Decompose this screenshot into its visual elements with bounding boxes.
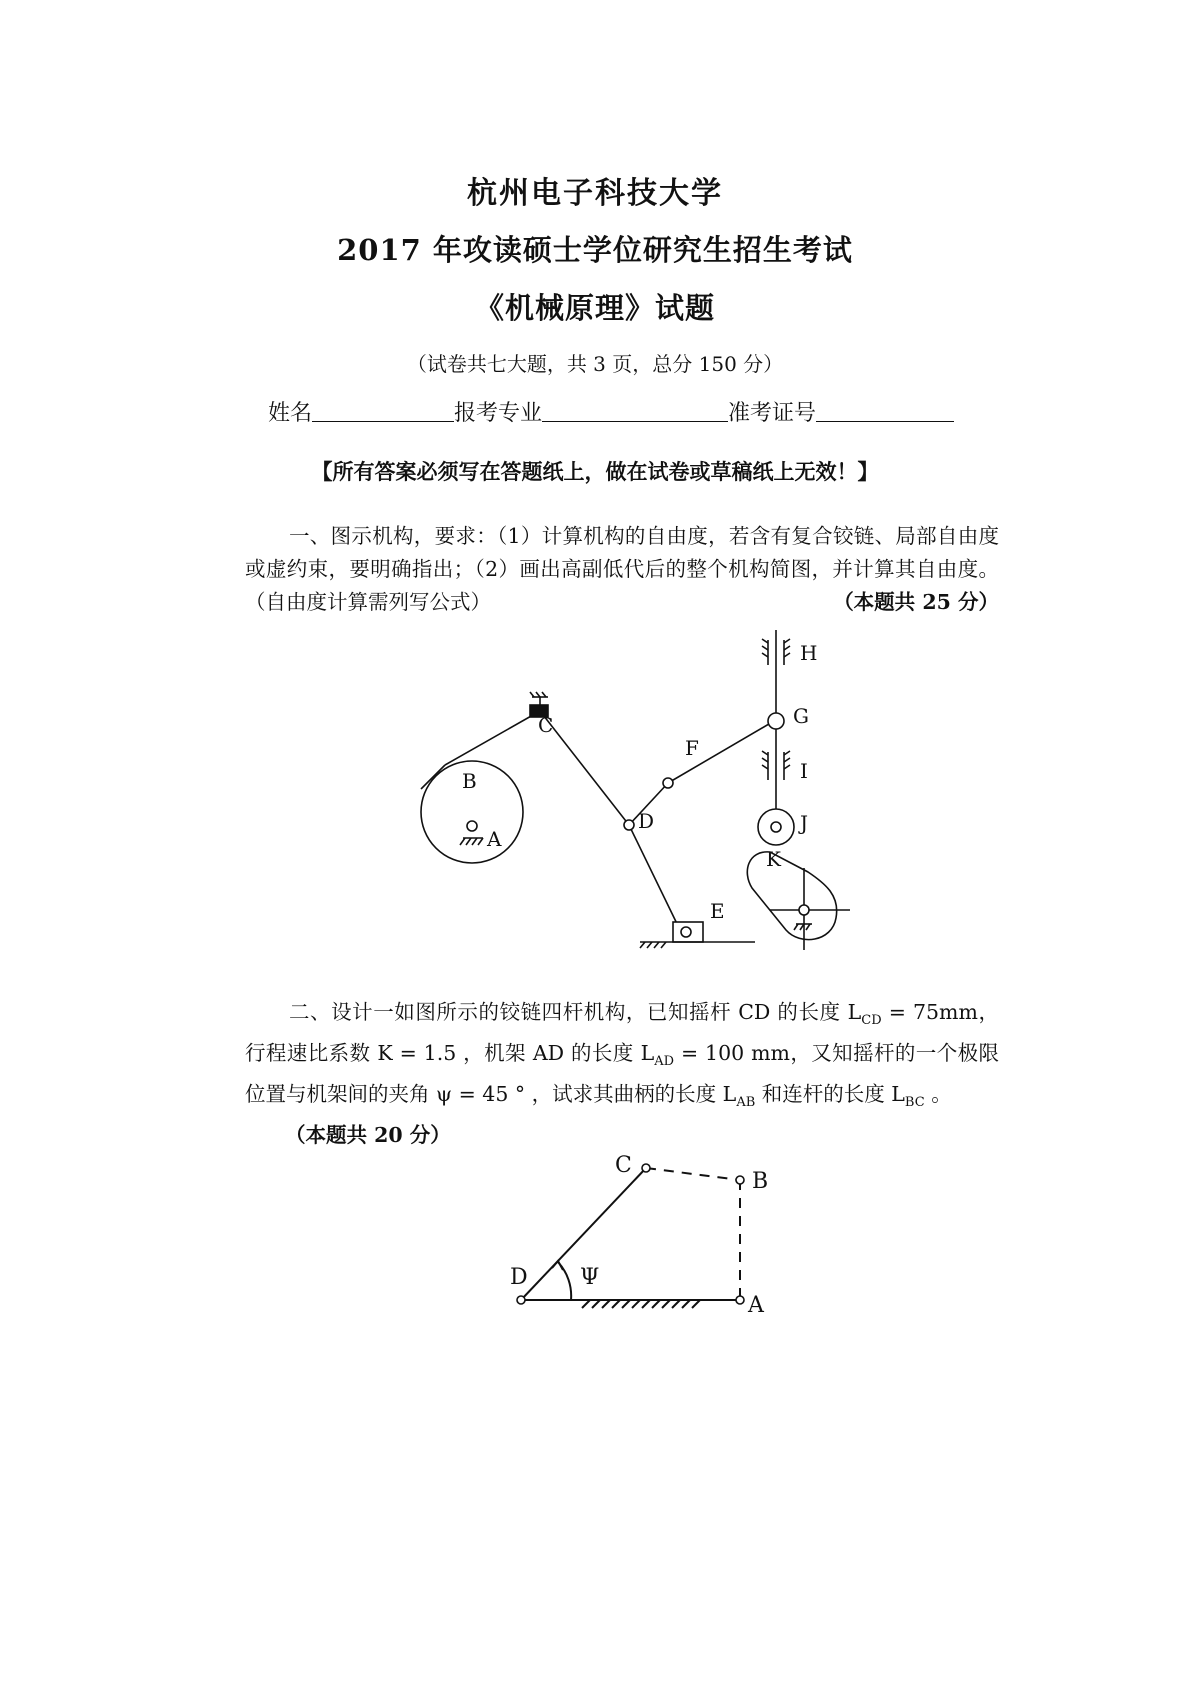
- joint-d2: [517, 1296, 525, 1304]
- major-label: 报考专业: [454, 401, 543, 426]
- label-d: D: [638, 809, 655, 833]
- link-de: [629, 825, 681, 932]
- label-k: K: [766, 847, 781, 871]
- label-d2: D: [510, 1265, 528, 1290]
- q2-score: （本题共 20 分）: [285, 1123, 451, 1148]
- q2-text: [245, 996, 999, 1119]
- label-c: C: [538, 713, 554, 737]
- q1-text: 一、图示机构，要求：（1）计算机构的自由度，若含有复合铰链、局部自由度或虚约束，要明确指出；（2）画出高副低代后的整个机构简图，并计算其自由度。（自由度计算需列写公式）: [245, 524, 999, 614]
- exam-note: （试卷共七大题，共 3 页，总分 150 分）: [406, 352, 784, 376]
- four-bar-figure: [521, 1168, 740, 1308]
- id-label: 准考证号: [728, 401, 817, 426]
- coupler-cb: [646, 1168, 740, 1180]
- joint-d: [624, 820, 634, 830]
- q2-text-1: 二、设计一如图所示的铰链四杆机构，已知摇杆 CD 的长度 L: [289, 1000, 862, 1024]
- link-fg: [668, 721, 774, 783]
- pivot-a: [467, 821, 477, 831]
- answer-warning: 【所有答案必须写在答题纸上，做在试卷或草稿纸上无效！】: [311, 459, 879, 484]
- joint-c2: [642, 1164, 650, 1172]
- joint-g: [768, 713, 784, 729]
- label-a: A: [487, 827, 502, 851]
- angle-arc: [558, 1262, 571, 1300]
- question-2: [245, 996, 999, 1152]
- q2-sub-bc: BC: [904, 1095, 925, 1111]
- joint-f: [663, 778, 673, 788]
- label-b: B: [462, 769, 477, 793]
- q2-sub-cd: CD: [861, 1013, 882, 1029]
- label-h: H: [800, 641, 818, 665]
- label-e: E: [710, 899, 725, 923]
- label-c2: C: [615, 1153, 632, 1178]
- joint-a2: [736, 1296, 744, 1304]
- label-b2: B: [752, 1169, 769, 1194]
- label-j: J: [800, 811, 809, 835]
- q2-sub-ad: AD: [654, 1054, 675, 1070]
- label-i: I: [800, 759, 808, 783]
- q2-text-2: = 75mm，行程速比系数 K = 1.5 ，机架 AD 的长度 L: [245, 1000, 999, 1066]
- link-cd: [540, 711, 629, 825]
- joint-b2: [736, 1176, 744, 1184]
- q2-text-4: 和连杆的长度 L: [755, 1082, 905, 1107]
- q1-score: （本题共 25 分）: [833, 590, 999, 614]
- label-g: G: [793, 704, 809, 728]
- q2-text-3: = 100 mm，又知摇杆的一个极限位置与机架间的夹角 ψ = 45 ° ，试求其曲柄的长度 L: [245, 1041, 999, 1107]
- label-a2: A: [748, 1293, 764, 1318]
- label-psi: Ψ: [580, 1265, 600, 1290]
- q2-text-5: 。: [924, 1082, 952, 1107]
- cam-k: [747, 852, 836, 940]
- q2-sub-ab: AB: [736, 1095, 756, 1111]
- link-bc: [445, 711, 540, 765]
- university-title: 杭州电子科技大学: [467, 176, 723, 211]
- label-f: F: [685, 736, 699, 760]
- name-label: 姓名: [268, 401, 313, 426]
- subject-title: 《机械原理》试题: [474, 291, 715, 325]
- exam-title: 2017 年攻读硕士学位研究生招生考试: [337, 233, 853, 267]
